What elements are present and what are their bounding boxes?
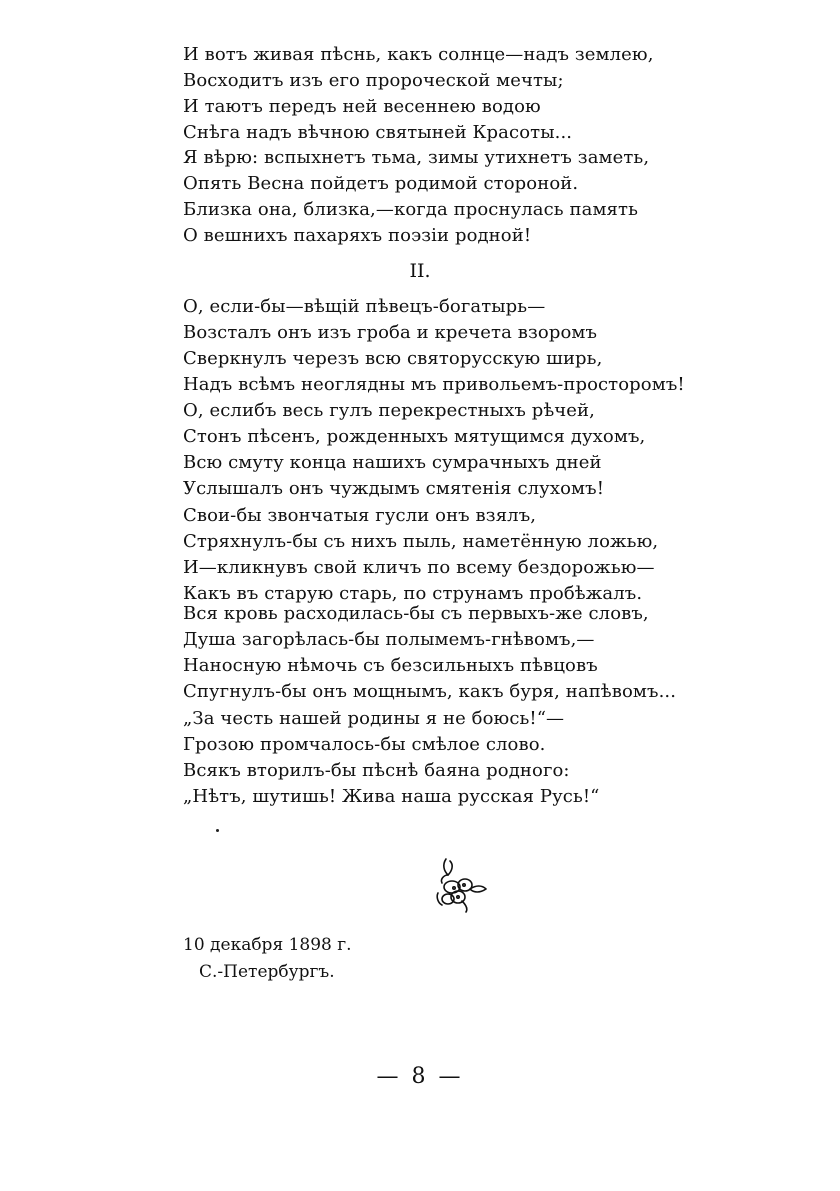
verse-line: Снѣга надъ вѣчною святыней Красоты... — [183, 122, 573, 143]
verse-line: Восходитъ изъ его пророческой мечты; — [183, 70, 564, 91]
page-number: — 8 — — [376, 1064, 464, 1089]
verse-line: Я вѣрю: вспыхнетъ тьма, зимы утихнетъ заметь, — [183, 147, 650, 168]
verse-line: Возсталъ онъ изъ гроба и кречета взоромъ — [183, 322, 598, 343]
verse-line: Услышалъ онъ чуждымъ смятенія слухомъ! — [183, 478, 605, 499]
verse-line: О, еслибъ весь гулъ перекрестныхъ рѣчей, — [183, 400, 595, 421]
stanza-2 — [183, 145, 743, 249]
verse-line: Надъ всѣмъ неоглядны мъ привольемъ-просторомъ! — [183, 374, 685, 395]
stanza-1 — [183, 42, 743, 146]
verse-line: Опять Весна пойдетъ родимой стороной. — [183, 173, 579, 194]
dateline — [183, 932, 352, 986]
section-heading: II. — [409, 260, 431, 282]
verse-line: Всю смуту конца нашихъ сумрачныхъ дней — [183, 452, 602, 473]
verse-line: О, если-бы—вѣщій пѣвецъ-богатырь— — [183, 296, 546, 317]
verse-line: Всякъ вторилъ-бы пѣснѣ баяна родного: — [183, 760, 570, 781]
verse-line: И вотъ живая пѣснь, какъ солнце—надъ землею, — [183, 44, 654, 65]
verse-line: Сверкнулъ черезъ всю святорусскую ширь, — [183, 348, 603, 369]
date-text: 10 декабря 1898 г. — [183, 935, 352, 955]
verse-line: Спугнулъ-бы онъ мощнымъ, какъ буря, напѣвомъ... — [183, 681, 677, 702]
verse-line: И—кликнувъ свой кличъ по всему бездорожью— — [183, 557, 655, 578]
stanza-6 — [183, 601, 743, 705]
stanza-5 — [183, 503, 743, 607]
verse-line: „За честь нашей родины я не боюсь!“— — [183, 708, 565, 729]
verse-line: Душа загорѣлась-бы полымемъ-гнѣвомъ,— — [183, 629, 595, 650]
floral-vignette-icon — [432, 855, 488, 913]
verse-line: „Нѣтъ, шутишь! Жива наша русская Русь!“ — [183, 786, 600, 807]
verse-line: Наносную нѣмочь съ безсильныхъ пѣвцовъ — [183, 655, 598, 676]
stanza-4 — [183, 398, 743, 502]
place-text: С.-Петербургъ. — [199, 962, 335, 982]
verse-line: Свои-бы звончатыя гусли онъ взялъ, — [183, 505, 537, 526]
verse-line: Вся кровь расходилась-бы съ первыхъ-же словъ, — [183, 603, 649, 624]
stanza-7 — [183, 706, 743, 810]
verse-line: Грозою промчалось-бы смѣлое слово. — [183, 734, 546, 755]
print-speck — [216, 829, 219, 832]
verse-line: Близка она, близка,—когда проснулась память — [183, 199, 638, 220]
verse-line: Стонъ пѣсенъ, рожденныхъ мятущимся духомъ, — [183, 426, 646, 447]
verse-line: Какъ въ старую старь, по струнамъ пробѣжалъ. — [183, 583, 643, 604]
verse-line: О вешнихъ пахаряхъ поэзіи родной! — [183, 225, 532, 246]
verse-line: Стряхнулъ-бы съ нихъ пыль, наметённую ложью, — [183, 531, 659, 552]
stanza-3 — [183, 294, 743, 398]
verse-line: И таютъ передъ ней весеннею водою — [183, 96, 541, 117]
